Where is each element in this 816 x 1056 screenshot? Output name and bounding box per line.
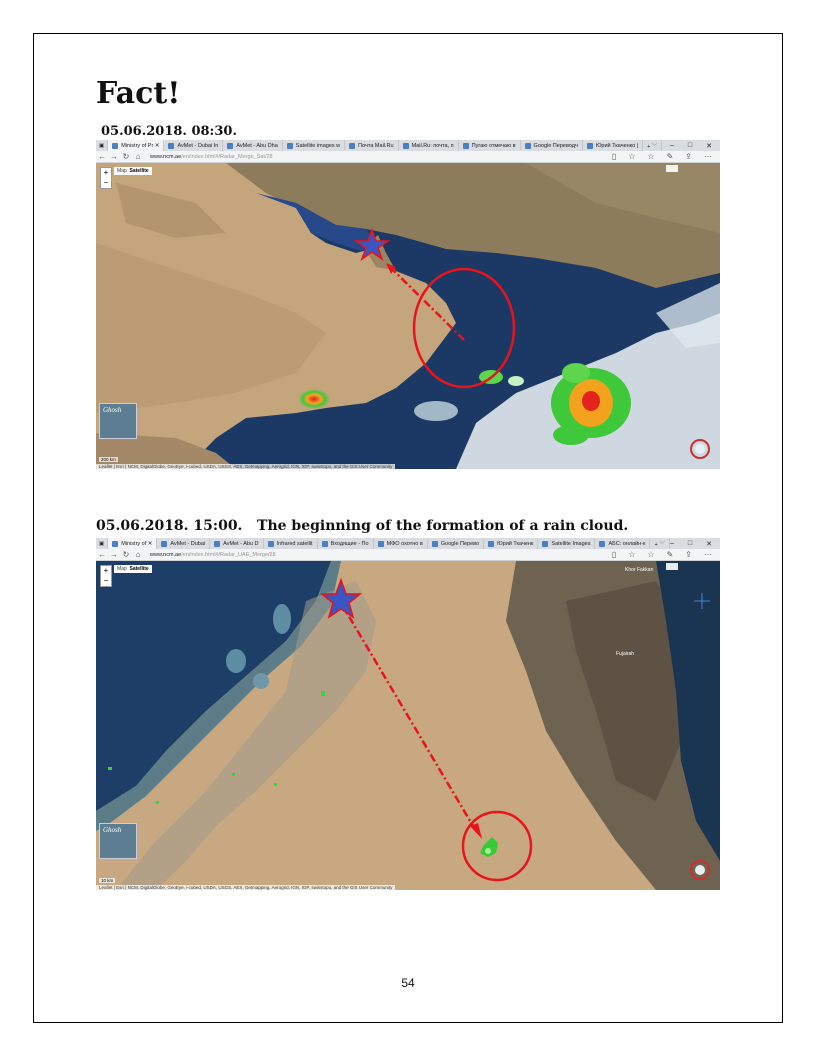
zoom-out-button[interactable]: − [103, 576, 109, 585]
share-icon[interactable]: ⇪ [685, 152, 692, 161]
new-tab-button[interactable]: + ﹀ [643, 140, 662, 151]
back-icon[interactable]: ← [98, 152, 106, 161]
tab-favicon-icon [214, 541, 220, 547]
screenshot-2-caption-text: 05.06.2018. 15:00. The beginning of the formation of a rain cloud. [96, 518, 629, 534]
tab-label: Юрий Ткаченко | [595, 142, 639, 149]
tab-favicon-icon [161, 541, 167, 547]
tab-favicon-icon [463, 143, 469, 149]
zoom-control [100, 167, 112, 189]
tab-label: AvMet - Abu Dha [236, 142, 278, 149]
url-field[interactable] [150, 552, 276, 558]
browser-tab[interactable] [164, 140, 223, 151]
browser-tab[interactable] [264, 538, 318, 549]
browser-tab[interactable] [595, 538, 650, 549]
ghosh-label: Ghosh [103, 826, 122, 834]
home-icon[interactable]: ⌂ [135, 550, 141, 559]
ghosh-widget[interactable] [99, 823, 137, 859]
page-number: 54 [401, 976, 415, 990]
tab-favicon-icon [112, 541, 118, 547]
map-layer-option[interactable]: Map [117, 566, 127, 572]
browser-tab[interactable] [210, 538, 263, 549]
tab-button[interactable]: ▣ [96, 538, 108, 549]
tab-label: AvMet - Dubai [170, 540, 206, 547]
maximize-icon[interactable]: □ [687, 141, 693, 149]
zoom-in-button[interactable]: + [103, 168, 109, 177]
tab-label: AvMet - Dubai In [177, 142, 219, 149]
browser-tab[interactable] [538, 538, 595, 549]
close-icon[interactable]: ✕ [706, 142, 712, 150]
browser-tab[interactable] [399, 140, 459, 151]
tab-label: Ministry of [121, 540, 147, 547]
minimize-icon[interactable]: – [669, 539, 674, 547]
maximize-icon[interactable]: □ [687, 539, 693, 547]
share-icon[interactable]: ⇪ [685, 550, 692, 559]
favorite-star-icon[interactable]: ☆ [628, 152, 636, 161]
ghosh-label: Ghosh [103, 406, 122, 414]
url-host: www.ncm.ae [150, 153, 182, 160]
satellite-map-2[interactable] [96, 561, 720, 890]
tab-label: Юрий Ткаченк [497, 540, 534, 547]
tab-label: Satellite images w [295, 142, 341, 149]
tab-label: МФО охотно в [386, 540, 423, 547]
satellite-layer-option[interactable]: Satellite [129, 168, 149, 174]
browser-tab-bar [96, 140, 720, 151]
map-2-image [96, 561, 720, 890]
browser-tab[interactable]: Ministry of ✕ [108, 538, 157, 549]
reading-view-icon[interactable]: ▯ [611, 550, 617, 559]
map-layer-option[interactable]: Map [117, 168, 127, 174]
tab-favicon-icon [432, 541, 438, 547]
page-title: Fact! [96, 76, 181, 111]
tab-favicon-icon [168, 143, 174, 149]
tab-favicon-icon [525, 143, 531, 149]
satellite-map-1[interactable] [96, 163, 720, 469]
url-field[interactable] [150, 154, 273, 160]
map-attribution: Leaflet | Esri | NCM, DigitalGlobe, GeoEye, i-cubed, USDA, USGS, AEX, Getmapping, Aerogrid, IGN, IGP, swisstopo, and the GIS User Community [96, 464, 395, 469]
tab-favicon-icon [378, 541, 384, 547]
tab-label: Входящие - По [330, 540, 369, 547]
refresh-icon[interactable]: ↻ [122, 152, 130, 161]
tab-label: Google Перево [440, 540, 480, 547]
browser-tab[interactable] [583, 140, 643, 151]
tab-label: Ministry of Pr [121, 142, 154, 149]
tab-favicon-icon [227, 143, 233, 149]
tab-label: Mail.Ru: почта, п [411, 142, 454, 149]
browser-tab[interactable]: Ministry of Pr ✕ [108, 140, 164, 151]
url-host: www.ncm.ae [150, 551, 182, 558]
browser-tab[interactable] [374, 538, 428, 549]
pen-icon[interactable]: ✎ [666, 152, 674, 161]
tab-label: AvMet - Abu D [223, 540, 259, 547]
tab-favicon-icon [322, 541, 328, 547]
zoom-in-button[interactable]: + [103, 566, 109, 575]
forward-icon[interactable]: → [110, 550, 118, 559]
address-bar-row [96, 151, 720, 163]
back-icon[interactable]: ← [98, 550, 106, 559]
browser-tab[interactable] [345, 140, 398, 151]
tab-favicon-icon [112, 143, 118, 149]
close-icon[interactable]: ✕ [706, 540, 712, 548]
tab-button[interactable]: ▣ [96, 140, 108, 151]
browser-screenshot-2 [96, 538, 720, 890]
forward-icon[interactable]: → [110, 152, 118, 161]
tab-favicon-icon [488, 541, 494, 547]
tab-favicon-icon [599, 541, 605, 547]
minimize-icon[interactable]: – [669, 141, 674, 149]
scale-bar: 10 km [101, 878, 114, 883]
browser-tab[interactable] [459, 140, 521, 151]
screenshot-2-caption [96, 518, 628, 534]
more-icon[interactable]: ⋯ [704, 152, 712, 161]
refresh-icon[interactable]: ↻ [122, 550, 130, 559]
more-icon[interactable]: ⋯ [704, 550, 712, 559]
tab-favicon-icon [587, 143, 593, 149]
satellite-layer-option[interactable]: Satellite [129, 566, 149, 572]
tab-label: Google Переводч [533, 142, 578, 149]
map-attribution: Leaflet | Esri | NCM, DigitalGlobe, GeoEye, i-cubed, USDA, USGS, AEX, Getmapping, Aerogrid, IGN, IGP, swisstopo, and the GIS User Community [96, 885, 395, 890]
home-icon[interactable]: ⌂ [135, 152, 141, 161]
tab-label: Satellite Images [551, 540, 591, 547]
favorites-icon[interactable]: ☆ [647, 152, 655, 161]
zoom-control [100, 565, 112, 587]
browser-screenshot-1 [96, 140, 720, 469]
tab-favicon-icon [403, 143, 409, 149]
browser-tab[interactable] [283, 140, 345, 151]
browser-tab[interactable] [223, 140, 282, 151]
tab-label: Infrared satellit [276, 540, 313, 547]
layer-switcher[interactable] [114, 167, 152, 175]
ghosh-widget[interactable] [99, 403, 137, 439]
tab-favicon-icon [268, 541, 274, 547]
scale-bar: 200 km [101, 457, 116, 462]
tab-label: Пугаю отмечаю в [471, 142, 516, 149]
browser-tab[interactable] [318, 538, 374, 549]
map-1-image [96, 163, 720, 469]
favorite-star-icon[interactable]: ☆ [628, 550, 636, 559]
reading-view-icon[interactable]: ▯ [611, 152, 617, 161]
layer-switcher[interactable] [114, 565, 152, 573]
tab-favicon-icon [542, 541, 548, 547]
favorites-icon[interactable]: ☆ [647, 550, 655, 559]
url-path: /en/index.html#/Radar_UAE_Merge/28 [181, 551, 276, 558]
place-label-fujairah: Fujairah [616, 651, 635, 657]
browser-tab[interactable] [428, 538, 484, 549]
browser-tab[interactable] [521, 140, 583, 151]
pen-icon[interactable]: ✎ [666, 550, 674, 559]
address-bar-row [96, 549, 720, 561]
screenshot-1-caption: 05.06.2018. 08:30. [101, 124, 237, 139]
zoom-out-button[interactable]: − [103, 178, 109, 187]
tab-label: АБС: онлайн-к [608, 540, 646, 547]
browser-tab[interactable] [484, 538, 538, 549]
place-label-khor-fakkan: Khor Fakkan [625, 567, 654, 573]
browser-tab[interactable] [157, 538, 210, 549]
tab-label: Почта Mail.Ru [358, 142, 394, 149]
tab-favicon-icon [287, 143, 293, 149]
tab-favicon-icon [349, 143, 355, 149]
url-path: /en/index.html#/Radar_Merge_Sat/28 [181, 153, 273, 160]
new-tab-button[interactable]: + ﹀ [650, 538, 669, 549]
browser-tab-bar [96, 538, 720, 549]
